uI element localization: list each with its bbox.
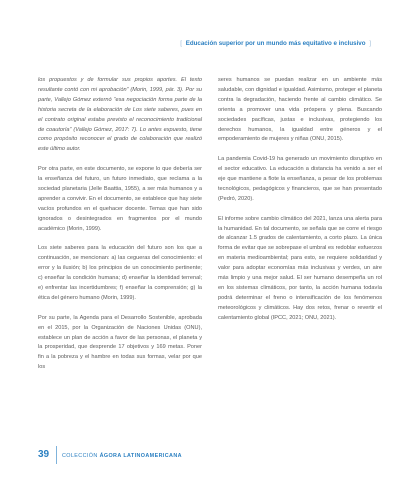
header-title: Educación superior por un mundo más equitativo e inclusivo [185,40,366,47]
right-paragraph: El informe sobre cambio climático del 2021, lanza una alerta para la humanidad. En tal documento, se señala que se corre el riesgo de alcanzar 1.5 grados de calentamiento, a corto plazo. La única forma de evitar que se sobrepase el umbral es redoblar esfuerzos en materia medioambiental; para esto, se requiere solidaridad y valor para adoptar economías más inclusivas y verdes, un aire más limpio y una mejor salud. El ser humano desempeña un rol en los sistemas climáticos, por tanto, la acción humana todavía podrá determinar el freno o intensificación de los fenómenos meteorológicos y climáticos. Hay dos retos, frenar o revertir el calentamiento global (IPCC, 2021; ONU, 2021). [218,215,382,321]
collection-title: ÁGORA LATINOAMERICANA [99,453,182,459]
right-paragraph: seres humanos se puedan realizar en un ambiente más saludable, con dignidad e igualdad. Asimismo, proteger el planeta contra la degradación, haciendo frente al cambio climático. Se orienta a promover una vida próspera y plena. Buscando sociedades pacíficas, justas e inclusivas, protegiendo los derechos humanos, la igualdad entre géneros y el empoderamiento de mujeres y niñas (ONU, 2015). [218,77,382,143]
page-footer [38,449,49,460]
left-paragraph: Los siete saberes para la educación del futuro son los que a continuación, se mencionan: a) las cegueras del conocimiento: el error y la ilusión; b) los principios de un conocimiento pertinente; c) enseñar la condición humana; d) enseñar la identidad terrenal; e) enfrentar las incertidumbres; f) enseñar la comprensión; g) la ética del género humano (Morin, 1999). [38,245,202,301]
running-header [178,40,373,47]
left-paragraph: los propuestos y de formular sus propios aportes. El texto resultante contó con mi aprobación” (Morin, 1999, pár. 3). Por su parte, Vallejo Gómez externó “esa negociación forma parte de la historia secreta de la elaboración de Los siete saberes, pues en el contrato original estaba previsto el reconocimiento tradicional de coautoría” (Vallejo Gómez, 2017: 7). Lo antes expuesto, tiene como propósito reconocer el grado de colaboración que realizó este último autor. [38,77,202,153]
collection-prefix: COLECCIÓN [62,453,98,459]
right-text-column [218,76,382,334]
right-paragraph: La pandemia Covid-19 ha generado un movimiento disruptivo en el sector educativo. La educación a distancia ha venido a ser el eje que mantiene a flote la enseñanza, a pesar de los problemas tecnológicos, pedagógicos y financieros, que se han presentado (Pedró, 2020). [218,156,382,202]
left-paragraph: Por su parte, la Agenda para el Desarrollo Sostenible, aprobada en el 2015, por la Organización de Naciones Unidas (ONU), establece un plan de acción a favor de las personas, el planeta y la prosperidad, que desprende 17 objetivos y 169 metas. Poner fin a la pobreza y el hambre en todas sus formas, velar por que los [38,314,202,371]
collection-name [62,453,182,459]
page-number: 39 [38,449,50,460]
left-text-column [38,76,202,383]
left-paragraph: Por otra parte, en este documento, se expone lo que debería ser la enseñanza del futuro, un futuro inmediato, que reclama a la sociedad planetaria (Jelle Baattia, 1955), a ser más humanos y a aprender a convivir. En el documento, se establece que hay siete vacíos profundos en el quehacer docente. Temas que han sido ignorados o desintegrados en fragmentos por el mundo académico (Morin, 1999). [38,166,202,232]
footer-divider [56,446,57,464]
header-open-bracket: [ [180,40,182,47]
header-close-bracket: ] [369,40,371,47]
